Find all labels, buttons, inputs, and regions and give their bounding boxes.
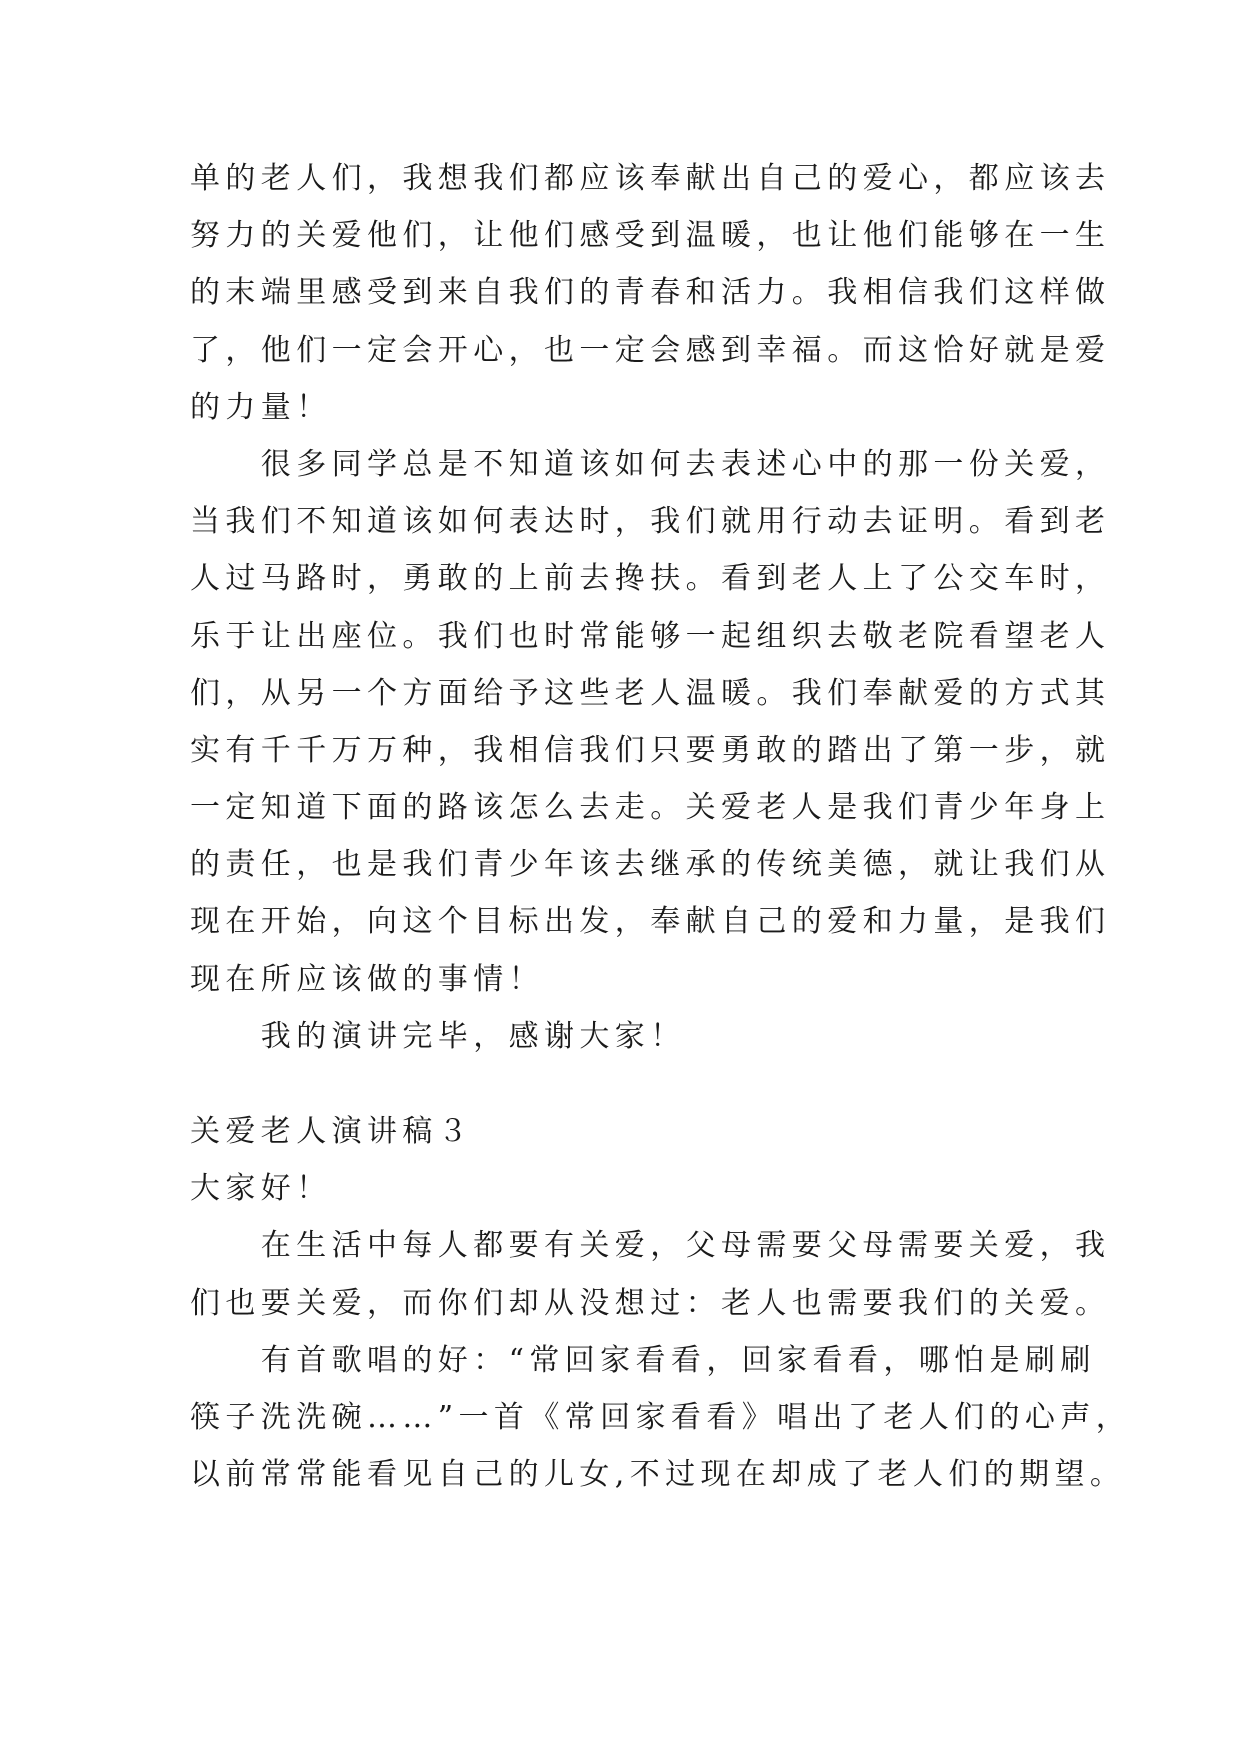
paragraph-song bbox=[190, 1332, 1132, 1504]
text-line: 了，他们一定会开心，也一定会感到幸福。而这恰好就是爱 bbox=[190, 332, 1111, 368]
closing-line: 我的演讲完毕，感谢大家！ bbox=[190, 1018, 686, 1054]
text-line: 现在所应该做的事情！ bbox=[190, 961, 544, 997]
text-line: 当我们不知道该如何表达时，我们就用行动去证明。看到老 bbox=[190, 504, 1111, 540]
text-line: 有首歌唱的好：“常回家看看，回家看看，哪怕是刷刷 bbox=[190, 1342, 1096, 1378]
text-line: 很多同学总是不知道该如何去表述心中的那一份关爱， bbox=[190, 446, 1111, 482]
text-line: 的末端里感受到来自我们的青春和活力。我相信我们这样做 bbox=[190, 275, 1111, 311]
text-line: 人过马路时，勇敢的上前去搀扶。看到老人上了公交车时， bbox=[190, 561, 1111, 597]
text-line: 现在开始，向这个目标出发，奉献自己的爱和力量，是我们 bbox=[190, 904, 1111, 940]
text-line: 筷子洗洗碗……”一首《常回家看看》唱出了老人们的心声， bbox=[190, 1399, 1132, 1435]
section-gap bbox=[190, 1065, 1070, 1103]
text-line: 的责任，也是我们青少年该去继承的传统美德，就让我们从 bbox=[190, 847, 1111, 883]
text-line: 的力量！ bbox=[190, 389, 332, 425]
paragraph-care bbox=[190, 1217, 1111, 1331]
document-body bbox=[190, 150, 1132, 1503]
text-line: 一定知道下面的路该怎么去走。关爱老人是我们青少年身上 bbox=[190, 790, 1111, 826]
section-title: 关爱老人演讲稿３ bbox=[190, 1114, 474, 1149]
paragraph-actions bbox=[190, 436, 1111, 1008]
text-line: 乐于让出座位。我们也时常能够一起组织去敬老院看望老人 bbox=[190, 618, 1111, 654]
paragraph-continued bbox=[190, 150, 1111, 436]
text-line: 努力的关爱他们，让他们感受到温暖，也让他们能够在一生 bbox=[190, 218, 1111, 254]
text-line: 们也要关爱，而你们却从没想过：老人也需要我们的关爱。 bbox=[190, 1285, 1111, 1321]
text-line: 单的老人们，我想我们都应该奉献出自己的爱心，都应该去 bbox=[190, 161, 1111, 196]
text-line: 以前常常能看见自己的儿女,不过现在却成了老人们的期望。 bbox=[190, 1457, 1126, 1493]
text-line: 在生活中每人都要有关爱，父母需要父母需要关爱，我 bbox=[190, 1228, 1111, 1264]
text-line: 实有千千万万种，我相信我们只要勇敢的踏出了第一步，就 bbox=[190, 732, 1111, 768]
greeting-line: 大家好！ bbox=[190, 1171, 332, 1207]
text-line: 们，从另一个方面给予这些老人温暖。我们奉献爱的方式其 bbox=[190, 675, 1111, 711]
